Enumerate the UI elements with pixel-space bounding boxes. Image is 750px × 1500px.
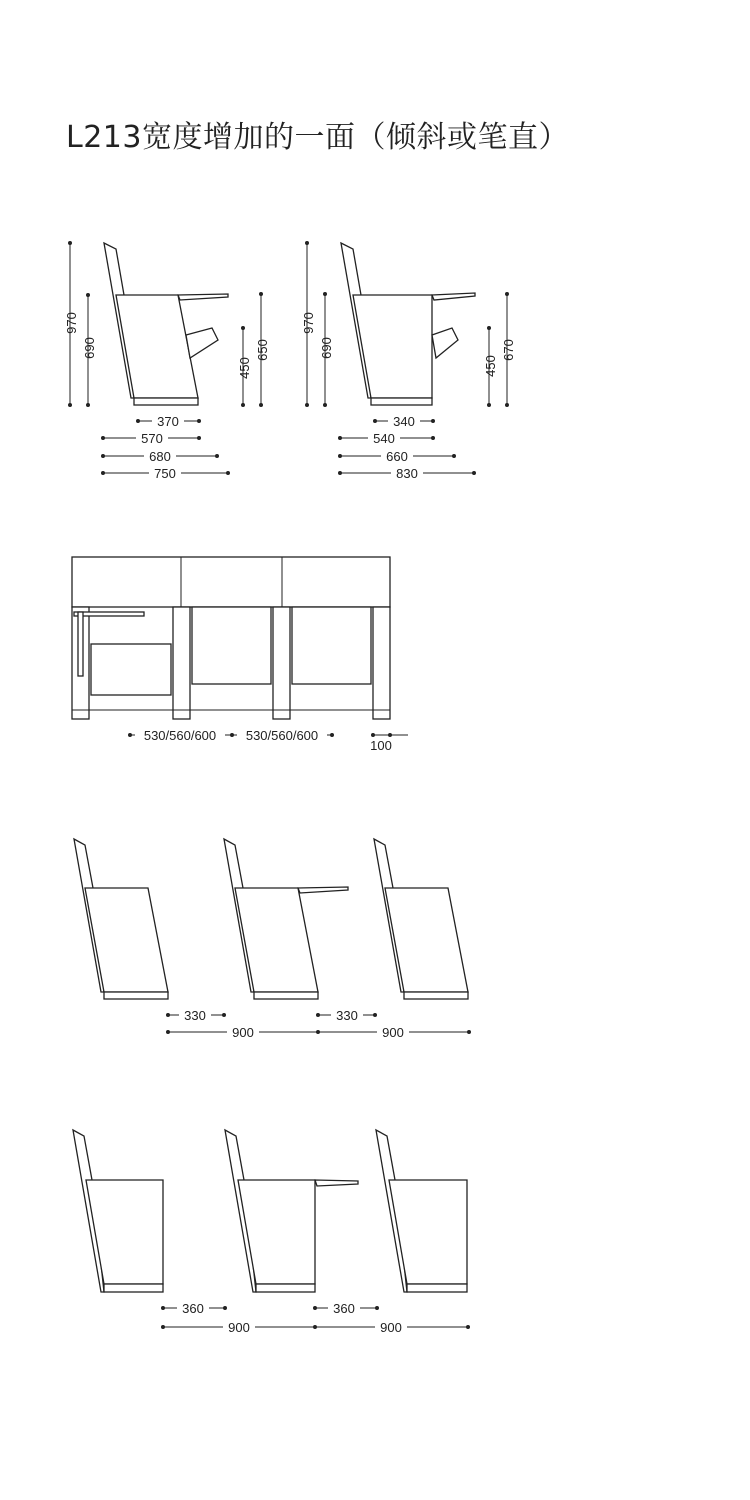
dim-830: 830 [396,466,418,481]
front-view [72,557,408,753]
dim-750: 750 [154,466,176,481]
dim-970-b: 970 [301,312,316,334]
seat-base [404,992,468,999]
dim-970: 970 [64,312,79,334]
writing-tablet [298,887,348,893]
seat-body [385,888,468,992]
seat-base [407,1284,467,1292]
seat-base [104,1284,163,1292]
row-inclined [74,839,471,1040]
dim-340: 340 [393,414,415,429]
tablet-support [432,328,458,358]
page-title: L213宽度增加的一面（倾斜或笔直） [66,120,569,155]
writing-tablet [178,294,228,300]
dim-clearance: 330 [336,1008,358,1023]
dim-680: 680 [149,449,171,464]
armrest [273,607,290,719]
dim-690: 690 [82,337,97,359]
seat-body [235,888,318,992]
seat-base [134,398,198,405]
seat-base [104,992,168,999]
dim-650: 650 [255,339,270,361]
dim-pitch: 900 [228,1320,250,1335]
row-straight [73,1130,470,1335]
seat-base [254,992,318,999]
dim-pitch: 900 [380,1320,402,1335]
writing-tablet [74,612,144,616]
writing-tablet [432,293,475,300]
seat-cushion [91,644,171,695]
dim-width-2: 530/560/600 [245,728,319,743]
dim-450: 450 [237,357,252,379]
dim-660: 660 [386,449,408,464]
dim-pitch: 900 [382,1025,404,1040]
dim-clearance: 360 [333,1301,355,1316]
armrest [173,607,190,719]
dim-570: 570 [141,431,163,446]
dim-clearance: 360 [182,1301,204,1316]
seat-base [256,1284,315,1292]
side-view-2 [301,241,516,481]
tablet-arm [78,612,83,676]
dim-pitch: 900 [232,1025,254,1040]
dim-450-b: 450 [483,355,498,377]
seat-base [371,398,432,405]
seat-cushion [292,607,371,684]
writing-tablet [315,1180,358,1186]
dim-armrest: 100 [370,738,392,753]
tablet-support [186,328,218,358]
dim-width-1: 530/560/600 [143,728,217,743]
seat-cushion [192,607,271,684]
side-view-1 [64,241,270,481]
dim-370: 370 [157,414,179,429]
dim-690-b: 690 [319,337,334,359]
dim-670-b: 670 [501,339,516,361]
backrest-row [72,557,390,607]
armrest [373,607,390,719]
dim-clearance: 330 [184,1008,206,1023]
seat-body [85,888,168,992]
dim-540: 540 [373,431,395,446]
